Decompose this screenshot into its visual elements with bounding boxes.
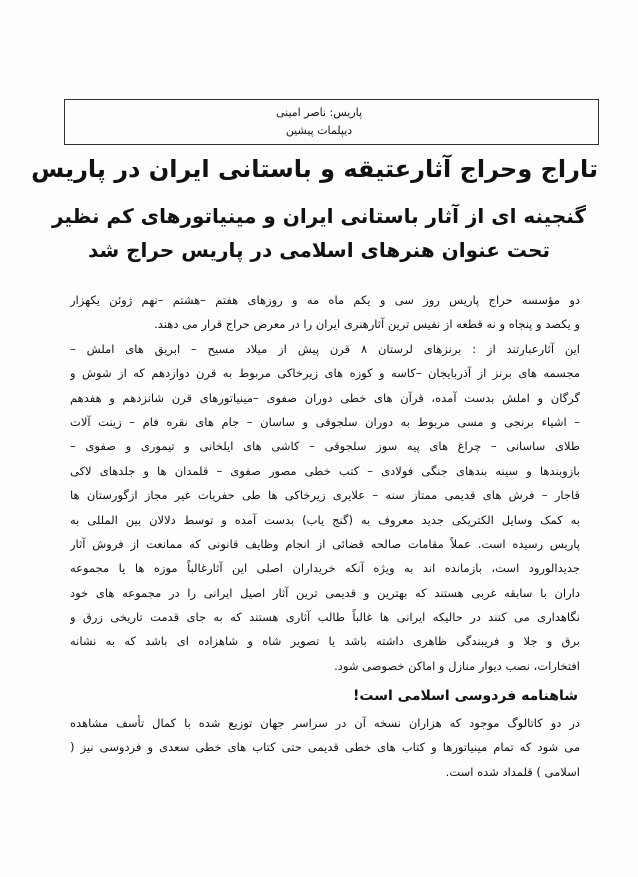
main-title: تاراج وحراج آثارعتیقه و باستانی ایران در پاریس bbox=[31, 155, 598, 183]
article-body bbox=[70, 288, 580, 678]
section-line: اسلامی ) قلمداد شده است. bbox=[445, 764, 580, 779]
body-line: و یکصد و پنجاه و نه قطعه از نفیس ترین آثارهنری ایران را در معرض حراج قرار می دهند. bbox=[154, 317, 580, 332]
body-line: به کمک وسایل الکتریکی جدید معروف به (گنج یاب) بدست آمده و توسط دلالان بین المللی به bbox=[70, 512, 580, 527]
subtitle-1: گنجینه ای از آثار باستانی ایران و مینیاتورهای کم نظیر bbox=[51, 204, 587, 228]
body-line: دو مؤسسه حراج پاریس روز سی و یکم ماه مه و روزهای هفتم –هشتم –نهم ژوئن یکهزار bbox=[70, 293, 580, 307]
section-line: می شود که تمام مینیاتورها و کتاب های خطی قدیمی حتی کتاب های خطی سعدی و فردوسی نیز ( bbox=[70, 740, 580, 755]
section-heading: شاهنامه فردوسی اسلامی است! bbox=[353, 688, 578, 704]
body-line: مجسمه های برنز از آذربایجان –کاسه و کوزه های زیرخاکی مربوط به قرن دوازدهم که از شوش و bbox=[70, 366, 580, 381]
body-line: جدیدالورود است، بازمانده اند به ویژه آنکه خریداران اصلی این آثارغالباً موزه ها یا مجموعه bbox=[70, 561, 580, 576]
body-line: طلای ساسانی – چراغ های پیه سوز سلجوقی – کاشی های ایلخانی و تیموری و صفوی – bbox=[70, 439, 580, 454]
source-line: دیپلمات پیشین bbox=[285, 124, 353, 137]
body-line: – اشیاء برنجی و مسی مربوط به دوران سلجوقی و ساسان – جام های نقره فام – زینت آلات bbox=[70, 414, 580, 429]
body-line: افتخارات، نصب دیوار منازل و اماکن خصوصی شود. bbox=[334, 658, 580, 673]
section-body bbox=[70, 711, 580, 784]
body-line: نگاهداری می کنند در حالیکه ایرانی ها غالباً طالب آثاری هستند که به جای قدمت تاریخی زرق و bbox=[70, 610, 580, 625]
body-line: قاجار – فرش های قدیمی ممتاز سنه – علایری زیرخاکی ها طی حفریات غیر مجاز ازگورستان ها bbox=[70, 488, 580, 503]
body-line: داران با سابقه غربی هستند که بهترین و قدیمی ترین آثار اصیل ایرانی را در مجموعه های خود bbox=[70, 585, 580, 600]
body-line: گرگان و املش بدست آمده، قرآن های خطی دوران صفوی –مینیاتورهای قرن شانزدهم و هفدهم bbox=[70, 390, 580, 405]
body-line: این آثارعبارتند از : برنزهای لرستان ۸ قرن پیش از میلاد مسیح – ابریق های املش – bbox=[70, 341, 580, 356]
author-line: پاریس: ناصر امینی bbox=[275, 106, 363, 119]
subtitle-2: تحت عنوان هنرهای اسلامی در پاریس حراج شد bbox=[87, 238, 551, 262]
body-line: برق و جلا و فریبندگی ظاهری داشته باشد یا تصویر شاه و شاهزاده ای باشد که به نشانه bbox=[70, 634, 580, 649]
body-line: پاریس رسیده است. عملاً مقامات صالحه قضائی از انجام وظایف قانونی که ممانعت از فروش آثار bbox=[70, 536, 580, 551]
body-line: بازوبندها و سینه بندهای جنگی فولادی – کتب خطی مصور صفوی – قلمدان ها و جلدهای لاکی bbox=[70, 463, 580, 478]
section-line: در دو کاتالوگ موجود که هزاران نسخه آن در سراسر جهان توزیع شده با کمال تأسف مشاهده bbox=[70, 716, 580, 730]
